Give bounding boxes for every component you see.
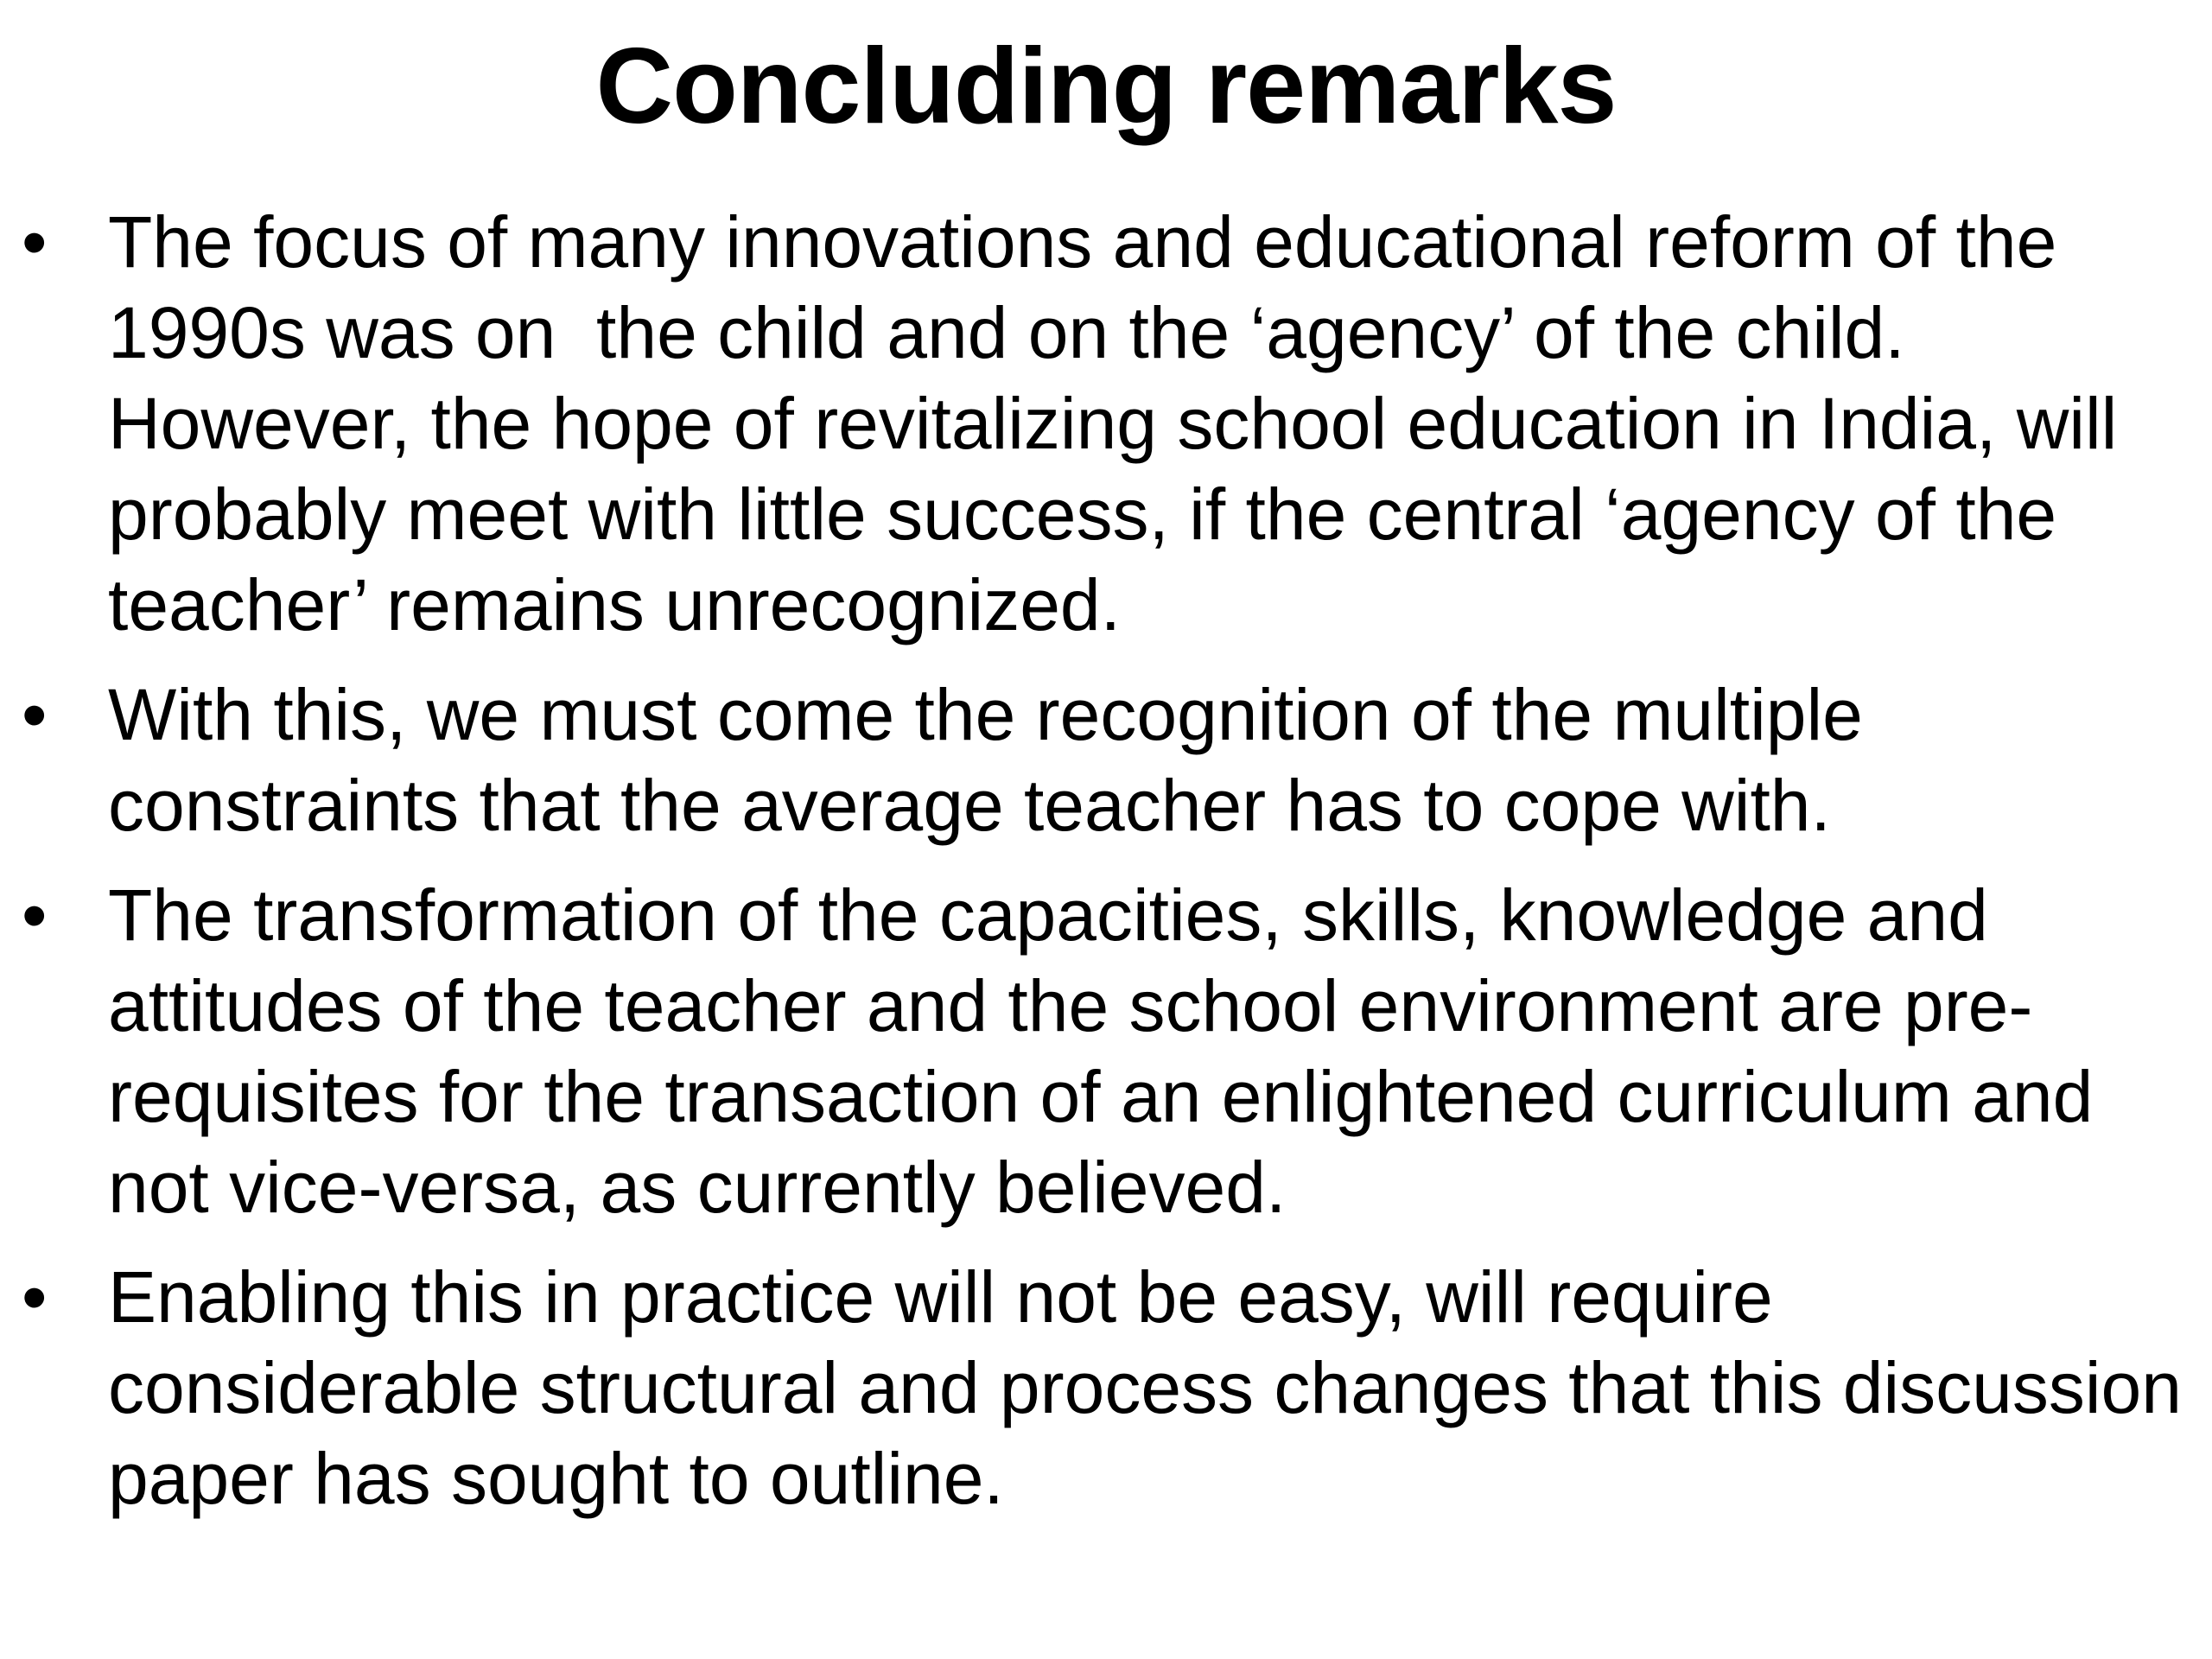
bullet-list	[22, 197, 2202, 1543]
bullet-text-1: The focus of many innovations and educational reform of the 1990s was on the child and on the ‘agency’ of the child. However, the hope of revitalizing school education in India, will probably meet with little success, if the central ‘agency of the teacher’ remains unrecognized.	[108, 201, 2138, 645]
bullet-text-4: Enabling this in practice will not be easy, will require considerable structural and process changes that this discussion paper has sought to outline.	[108, 1256, 2202, 1519]
slide-title: Concluding remarks	[595, 27, 1617, 146]
bullet-icon: •	[22, 201, 48, 283]
bullet-item-2	[22, 670, 2195, 851]
bullet-text-3: The transformation of the capacities, skills, knowledge and attitudes of the teacher and the school environment are pre-requisites for the transaction of an enlightened curriculum and not vice-versa, as currently believed.	[108, 874, 2113, 1228]
bullet-icon: •	[22, 674, 48, 755]
bullet-text-2: With this, we must come the recognition of the multiple constraints that the average teacher has to cope with.	[108, 674, 1884, 846]
bullet-icon: •	[22, 874, 48, 956]
bullet-item-4	[22, 1252, 2202, 1524]
bullet-icon: •	[22, 1256, 48, 1338]
bullet-item-3	[22, 870, 2195, 1233]
bullet-item-1	[22, 197, 2195, 651]
